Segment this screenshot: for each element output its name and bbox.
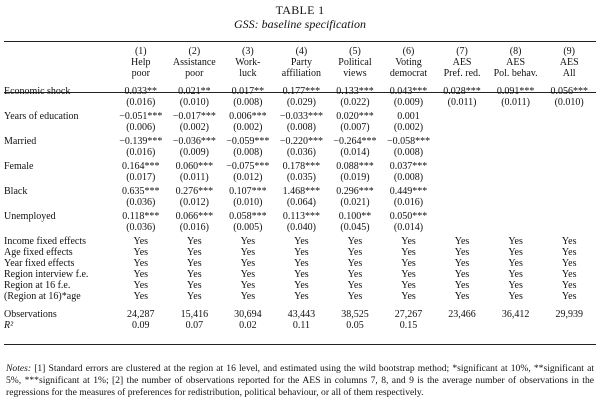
coef-row <box>4 211 596 222</box>
column-header-l2: Pol. behav. <box>493 68 538 79</box>
coef-cell: −0.017*** <box>172 111 216 122</box>
se-row <box>4 122 596 133</box>
fixed-effect-cell: Yes <box>561 258 577 269</box>
coef-cell: 0.050*** <box>389 211 428 222</box>
fixed-effect-cell: Yes <box>240 280 256 291</box>
header-blank <box>4 68 114 79</box>
column-header-l1: Assistance <box>172 57 216 68</box>
stat-cell <box>542 320 596 331</box>
se-cell <box>542 222 596 233</box>
fixed-effect-cell: Yes <box>347 236 363 247</box>
coef-cell: 0.091*** <box>496 86 535 97</box>
coef-cell: 0.107*** <box>229 186 267 197</box>
se-cell: (0.009) <box>393 97 424 108</box>
row-label-blank <box>4 147 114 158</box>
column-header-l2: views <box>343 68 367 79</box>
column-header-num: (1) <box>134 46 147 57</box>
row-label-blank <box>4 172 114 183</box>
se-cell: (0.016) <box>126 97 156 108</box>
coef-cell: 0.113*** <box>282 211 320 222</box>
fixed-effect-cell: Yes <box>401 258 416 269</box>
coef-cell: 0.017** <box>231 86 265 97</box>
fixed-effect-cell: Yes <box>454 258 470 269</box>
se-cell: (0.011) <box>447 97 477 108</box>
fixed-effect-row <box>4 258 596 269</box>
notes-label: Notes: <box>6 363 32 374</box>
fixed-effect-cell: Yes <box>294 280 309 291</box>
column-header-l2: All <box>562 68 576 79</box>
notes-text: [1] Standard errors are clustered at the region at 16 level, and estimated using the wild bootstrap method; *significant at 10%, **significant at 5%, ***significant at 1%; [2] the number of observations reported for the AES in columns 7, 8, and 9 is the average number of observations in the regressions for the measures of preferences for redistribution, political behaviour, or all of them respectively. <box>6 363 594 398</box>
se-cell <box>489 222 543 233</box>
se-cell: (0.035) <box>286 172 316 183</box>
fixed-effect-cell: Yes <box>508 258 523 269</box>
se-cell: (0.040) <box>286 222 316 233</box>
coef-cell <box>435 111 489 122</box>
coef-cell: 0.056*** <box>550 86 588 97</box>
column-header-l1: Political <box>338 57 372 68</box>
se-cell: (0.036) <box>126 222 156 233</box>
fixed-effect-cell: Yes <box>294 247 309 258</box>
fixed-effect-cell: Yes <box>347 269 363 280</box>
fixed-effect-cell: Yes <box>240 269 256 280</box>
row-label: Married <box>4 136 37 147</box>
regression-table <box>4 46 596 331</box>
regression-table-body <box>4 46 596 331</box>
coef-cell <box>489 161 543 172</box>
se-cell: (0.064) <box>286 197 316 208</box>
spacer-row <box>4 302 596 309</box>
fixed-effect-cell: Yes <box>401 247 416 258</box>
coef-cell <box>435 186 489 197</box>
stat-cell: 27,267 <box>394 309 423 320</box>
fixed-effect-cell: Yes <box>401 236 416 247</box>
se-cell <box>435 147 489 158</box>
se-cell <box>435 172 489 183</box>
stat-cell: 30,694 <box>234 309 262 320</box>
coef-cell: 0.021** <box>178 86 211 97</box>
se-cell: (0.016) <box>179 222 209 233</box>
coef-cell: 0.028*** <box>443 86 481 97</box>
row-label: Region interview f.e. <box>4 269 89 280</box>
column-header-l2: poor <box>131 68 150 79</box>
table-title: TABLE 1 <box>275 3 325 17</box>
fixed-effect-cell: Yes <box>240 236 256 247</box>
se-cell: (0.022) <box>340 97 370 108</box>
se-cell: (0.019) <box>340 172 370 183</box>
stat-row <box>4 309 596 320</box>
coef-cell: 0.088*** <box>336 161 374 172</box>
se-cell: (0.021) <box>340 197 370 208</box>
coef-cell <box>435 161 489 172</box>
fixed-effect-cell: Yes <box>294 258 309 269</box>
coef-cell <box>489 111 543 122</box>
fixed-effect-cell: Yes <box>347 280 363 291</box>
se-cell: (0.036) <box>126 197 156 208</box>
se-row <box>4 97 596 108</box>
fixed-effect-row <box>4 269 596 280</box>
stat-cell: 29,939 <box>555 309 583 320</box>
row-label-blank <box>4 122 114 133</box>
fixed-effect-cell: Yes <box>294 291 309 302</box>
fixed-effect-cell: Yes <box>561 269 577 280</box>
spacer-cell <box>4 302 596 309</box>
row-label: Years of education <box>4 111 79 122</box>
se-row <box>4 197 596 208</box>
fixed-effect-cell: Yes <box>133 236 149 247</box>
coef-cell <box>435 136 489 147</box>
fixed-effect-cell: Yes <box>240 291 256 302</box>
coef-cell: −0.036*** <box>172 136 216 147</box>
coef-cell: 0.037*** <box>389 161 428 172</box>
fixed-effect-cell: Yes <box>561 236 577 247</box>
se-cell: (0.011) <box>501 97 530 108</box>
fixed-effect-cell: Yes <box>347 291 363 302</box>
se-cell: (0.012) <box>233 172 263 183</box>
row-label: Year fixed effects <box>4 258 75 269</box>
coef-cell: 0.164*** <box>122 161 160 172</box>
stat-cell: 0.07 <box>185 320 204 331</box>
se-cell: (0.002) <box>179 122 209 133</box>
coef-cell: 0.133*** <box>336 86 374 97</box>
header-blank <box>4 57 114 68</box>
se-cell: (0.008) <box>393 147 424 158</box>
fixed-effect-cell: Yes <box>240 258 256 269</box>
column-header-l2: Pref. red. <box>443 68 481 79</box>
se-row <box>4 172 596 183</box>
fixed-effect-cell: Yes <box>508 280 523 291</box>
fixed-effect-cell: Yes <box>454 269 470 280</box>
fixed-effect-cell: Yes <box>294 269 309 280</box>
fixed-effect-cell: Yes <box>508 236 523 247</box>
coef-cell: 0.178*** <box>282 161 321 172</box>
table-notes <box>6 363 594 399</box>
column-header-num: (8) <box>509 46 522 57</box>
se-cell: (0.016) <box>393 197 424 208</box>
column-header-num: (7) <box>456 46 468 57</box>
se-cell: (0.010) <box>233 197 263 208</box>
fixed-effect-cell: Yes <box>187 247 202 258</box>
stat-cell: 0.09 <box>132 320 150 331</box>
fixed-effect-cell: Yes <box>401 280 416 291</box>
coef-cell <box>489 136 543 147</box>
fixed-effect-cell: Yes <box>561 291 577 302</box>
se-cell: (0.006) <box>126 122 156 133</box>
coef-cell: 0.066*** <box>175 211 214 222</box>
stat-cell: 0.11 <box>292 320 310 331</box>
fixed-effect-cell: Yes <box>187 291 202 302</box>
se-cell: (0.016) <box>126 147 156 158</box>
stat-row <box>4 320 596 331</box>
fixed-effect-row <box>4 280 596 291</box>
fixed-effect-cell: Yes <box>561 247 577 258</box>
coef-cell: 0.058*** <box>229 211 267 222</box>
se-cell: (0.011) <box>179 172 209 183</box>
header-blank <box>4 46 114 57</box>
se-cell: (0.008) <box>286 122 316 133</box>
coef-cell <box>542 161 596 172</box>
header-row-l2 <box>4 68 596 79</box>
se-cell: (0.045) <box>340 222 370 233</box>
coef-cell: 0.006*** <box>229 111 267 122</box>
fixed-effect-cell: Yes <box>508 291 523 302</box>
se-cell: (0.010) <box>554 97 584 108</box>
se-cell <box>542 197 596 208</box>
row-label: (Region at 16)*age <box>4 291 81 302</box>
coef-cell: 0.060*** <box>175 161 214 172</box>
row-label: Region at 16 f.e. <box>4 280 71 291</box>
fixed-effect-cell: Yes <box>187 280 202 291</box>
se-cell <box>489 147 543 158</box>
se-cell <box>542 147 596 158</box>
fixed-effect-cell: Yes <box>187 269 202 280</box>
fixed-effect-cell: Yes <box>240 247 256 258</box>
stat-cell: 43,443 <box>287 309 316 320</box>
coef-row <box>4 186 596 197</box>
fixed-effect-cell: Yes <box>133 247 149 258</box>
coef-cell: 0.635*** <box>122 186 160 197</box>
se-cell <box>435 222 489 233</box>
column-header-l1: Party <box>290 57 312 68</box>
coef-cell: 0.043*** <box>389 86 428 97</box>
row-label: Age fixed effects <box>4 247 73 258</box>
se-cell <box>435 197 489 208</box>
coef-row <box>4 136 596 147</box>
coef-cell <box>542 186 596 197</box>
spacer-row <box>4 79 596 86</box>
coef-row <box>4 161 596 172</box>
column-header-l2: luck <box>239 68 257 79</box>
row-label-blank <box>4 222 114 233</box>
column-header-l1: Help <box>131 57 151 68</box>
coef-cell: −0.264*** <box>333 136 377 147</box>
coef-cell: 0.033** <box>124 86 158 97</box>
coef-cell: 0.001 <box>397 111 420 122</box>
se-cell: (0.029) <box>286 97 316 108</box>
coef-cell: −0.220*** <box>279 136 323 147</box>
header-row-l1 <box>4 57 596 68</box>
stat-cell: 23,466 <box>448 309 476 320</box>
stat-cell <box>489 320 543 331</box>
se-cell: (0.007) <box>340 122 370 133</box>
coef-cell <box>542 211 596 222</box>
coef-cell: −0.139*** <box>119 136 163 147</box>
fixed-effect-cell: Yes <box>133 258 149 269</box>
fixed-effect-cell: Yes <box>454 236 470 247</box>
row-label: Unemployed <box>4 211 56 222</box>
column-header-l2: poor <box>185 68 204 79</box>
stat-cell: 36,412 <box>501 309 530 320</box>
column-header-num: (2) <box>188 46 201 57</box>
fixed-effect-cell: Yes <box>561 280 577 291</box>
coef-cell: −0.058*** <box>386 136 431 147</box>
se-cell: (0.012) <box>179 197 209 208</box>
coef-cell: −0.075*** <box>226 161 270 172</box>
coef-cell <box>489 186 543 197</box>
se-cell: (0.005) <box>233 222 263 233</box>
coef-cell: 0.449*** <box>389 186 428 197</box>
coef-cell: 0.020*** <box>336 111 374 122</box>
se-cell: (0.002) <box>233 122 263 133</box>
fixed-effect-cell: Yes <box>133 269 149 280</box>
fixed-effect-cell: Yes <box>133 291 149 302</box>
column-header-num: (5) <box>349 46 361 57</box>
column-header-l1: Voting <box>395 57 422 68</box>
se-cell: (0.010) <box>179 97 209 108</box>
fixed-effect-cell: Yes <box>187 236 202 247</box>
column-header-l2: democrat <box>389 68 428 79</box>
column-header-l1: AES <box>559 57 579 68</box>
header-row-num <box>4 46 596 57</box>
fixed-effect-cell: Yes <box>454 247 470 258</box>
se-cell: (0.008) <box>233 147 263 158</box>
fixed-effect-cell: Yes <box>508 247 523 258</box>
se-cell: (0.014) <box>340 147 370 158</box>
coef-cell: 0.296*** <box>336 186 374 197</box>
fixed-effect-cell: Yes <box>347 247 363 258</box>
bottom-rule <box>4 344 596 345</box>
stat-cell: 0.05 <box>346 320 364 331</box>
se-cell: (0.009) <box>179 147 209 158</box>
se-cell: (0.008) <box>393 172 424 183</box>
coef-cell: 0.118*** <box>122 211 160 222</box>
column-header-l1: AES <box>506 57 526 68</box>
row-label-blank <box>4 197 114 208</box>
se-cell <box>435 122 489 133</box>
column-header-l1: AES <box>452 57 472 68</box>
se-cell: (0.014) <box>393 222 424 233</box>
se-cell: (0.036) <box>286 147 316 158</box>
fixed-effect-cell: Yes <box>133 280 149 291</box>
row-label: Observations <box>4 309 57 320</box>
se-cell: (0.017) <box>126 172 156 183</box>
column-header-num: (6) <box>402 46 415 57</box>
table-subtitle: GSS: baseline specification <box>234 17 366 31</box>
fixed-effect-cell: Yes <box>401 291 416 302</box>
coef-cell <box>542 111 596 122</box>
stat-cell: 0.15 <box>399 320 418 331</box>
row-label-blank <box>4 97 114 108</box>
row-label: Economic shock <box>4 86 71 97</box>
column-header-num: (4) <box>295 46 308 57</box>
coef-cell <box>542 136 596 147</box>
stat-cell: 38,525 <box>341 309 369 320</box>
coef-cell: 0.100** <box>338 211 372 222</box>
stat-cell: 15,416 <box>180 309 209 320</box>
se-cell <box>542 172 596 183</box>
se-row <box>4 222 596 233</box>
coef-cell <box>435 211 489 222</box>
column-header-num: (9) <box>563 46 576 57</box>
row-label: R² <box>4 320 14 331</box>
fixed-effect-cell: Yes <box>401 269 416 280</box>
fixed-effect-cell: Yes <box>347 258 363 269</box>
fixed-effect-cell: Yes <box>508 269 523 280</box>
coef-cell: −0.033*** <box>279 111 323 122</box>
se-cell <box>489 122 543 133</box>
row-label: Black <box>4 186 28 197</box>
coef-row <box>4 86 596 97</box>
se-row <box>4 147 596 158</box>
coef-cell: −0.059*** <box>226 136 270 147</box>
fixed-effect-cell: Yes <box>294 236 309 247</box>
coef-cell <box>489 211 543 222</box>
fixed-effect-cell: Yes <box>454 280 470 291</box>
column-header-l2: affiliation <box>281 68 322 79</box>
stat-cell: 0.02 <box>239 320 257 331</box>
stat-cell <box>435 320 489 331</box>
fixed-effect-row <box>4 291 596 302</box>
stat-cell: 24,287 <box>127 309 155 320</box>
se-cell <box>489 172 543 183</box>
fixed-effect-cell: Yes <box>454 291 470 302</box>
coef-row <box>4 111 596 122</box>
top-rule <box>4 41 596 42</box>
fixed-effect-cell: Yes <box>187 258 202 269</box>
fixed-effect-row <box>4 247 596 258</box>
se-cell: (0.002) <box>393 122 424 133</box>
se-cell <box>542 122 596 133</box>
column-header-l1: Work- <box>235 57 261 68</box>
coef-cell: 0.276*** <box>175 186 214 197</box>
fixed-effect-row <box>4 236 596 247</box>
row-label: Income fixed effects <box>4 236 86 247</box>
coef-cell: 1.468*** <box>282 186 321 197</box>
column-header-num: (3) <box>242 46 254 57</box>
spacer-cell <box>4 79 596 86</box>
row-label: Female <box>4 161 34 172</box>
coef-cell: 0.177*** <box>282 86 321 97</box>
se-cell <box>489 197 543 208</box>
se-cell: (0.008) <box>233 97 263 108</box>
coef-cell: −0.051*** <box>119 111 163 122</box>
